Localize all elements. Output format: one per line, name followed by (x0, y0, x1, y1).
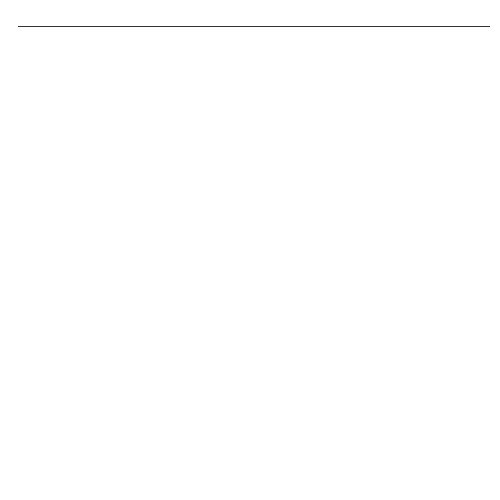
appendix (18, 12, 490, 27)
table-of-contents (18, 0, 490, 29)
appendix-title (18, 12, 490, 27)
